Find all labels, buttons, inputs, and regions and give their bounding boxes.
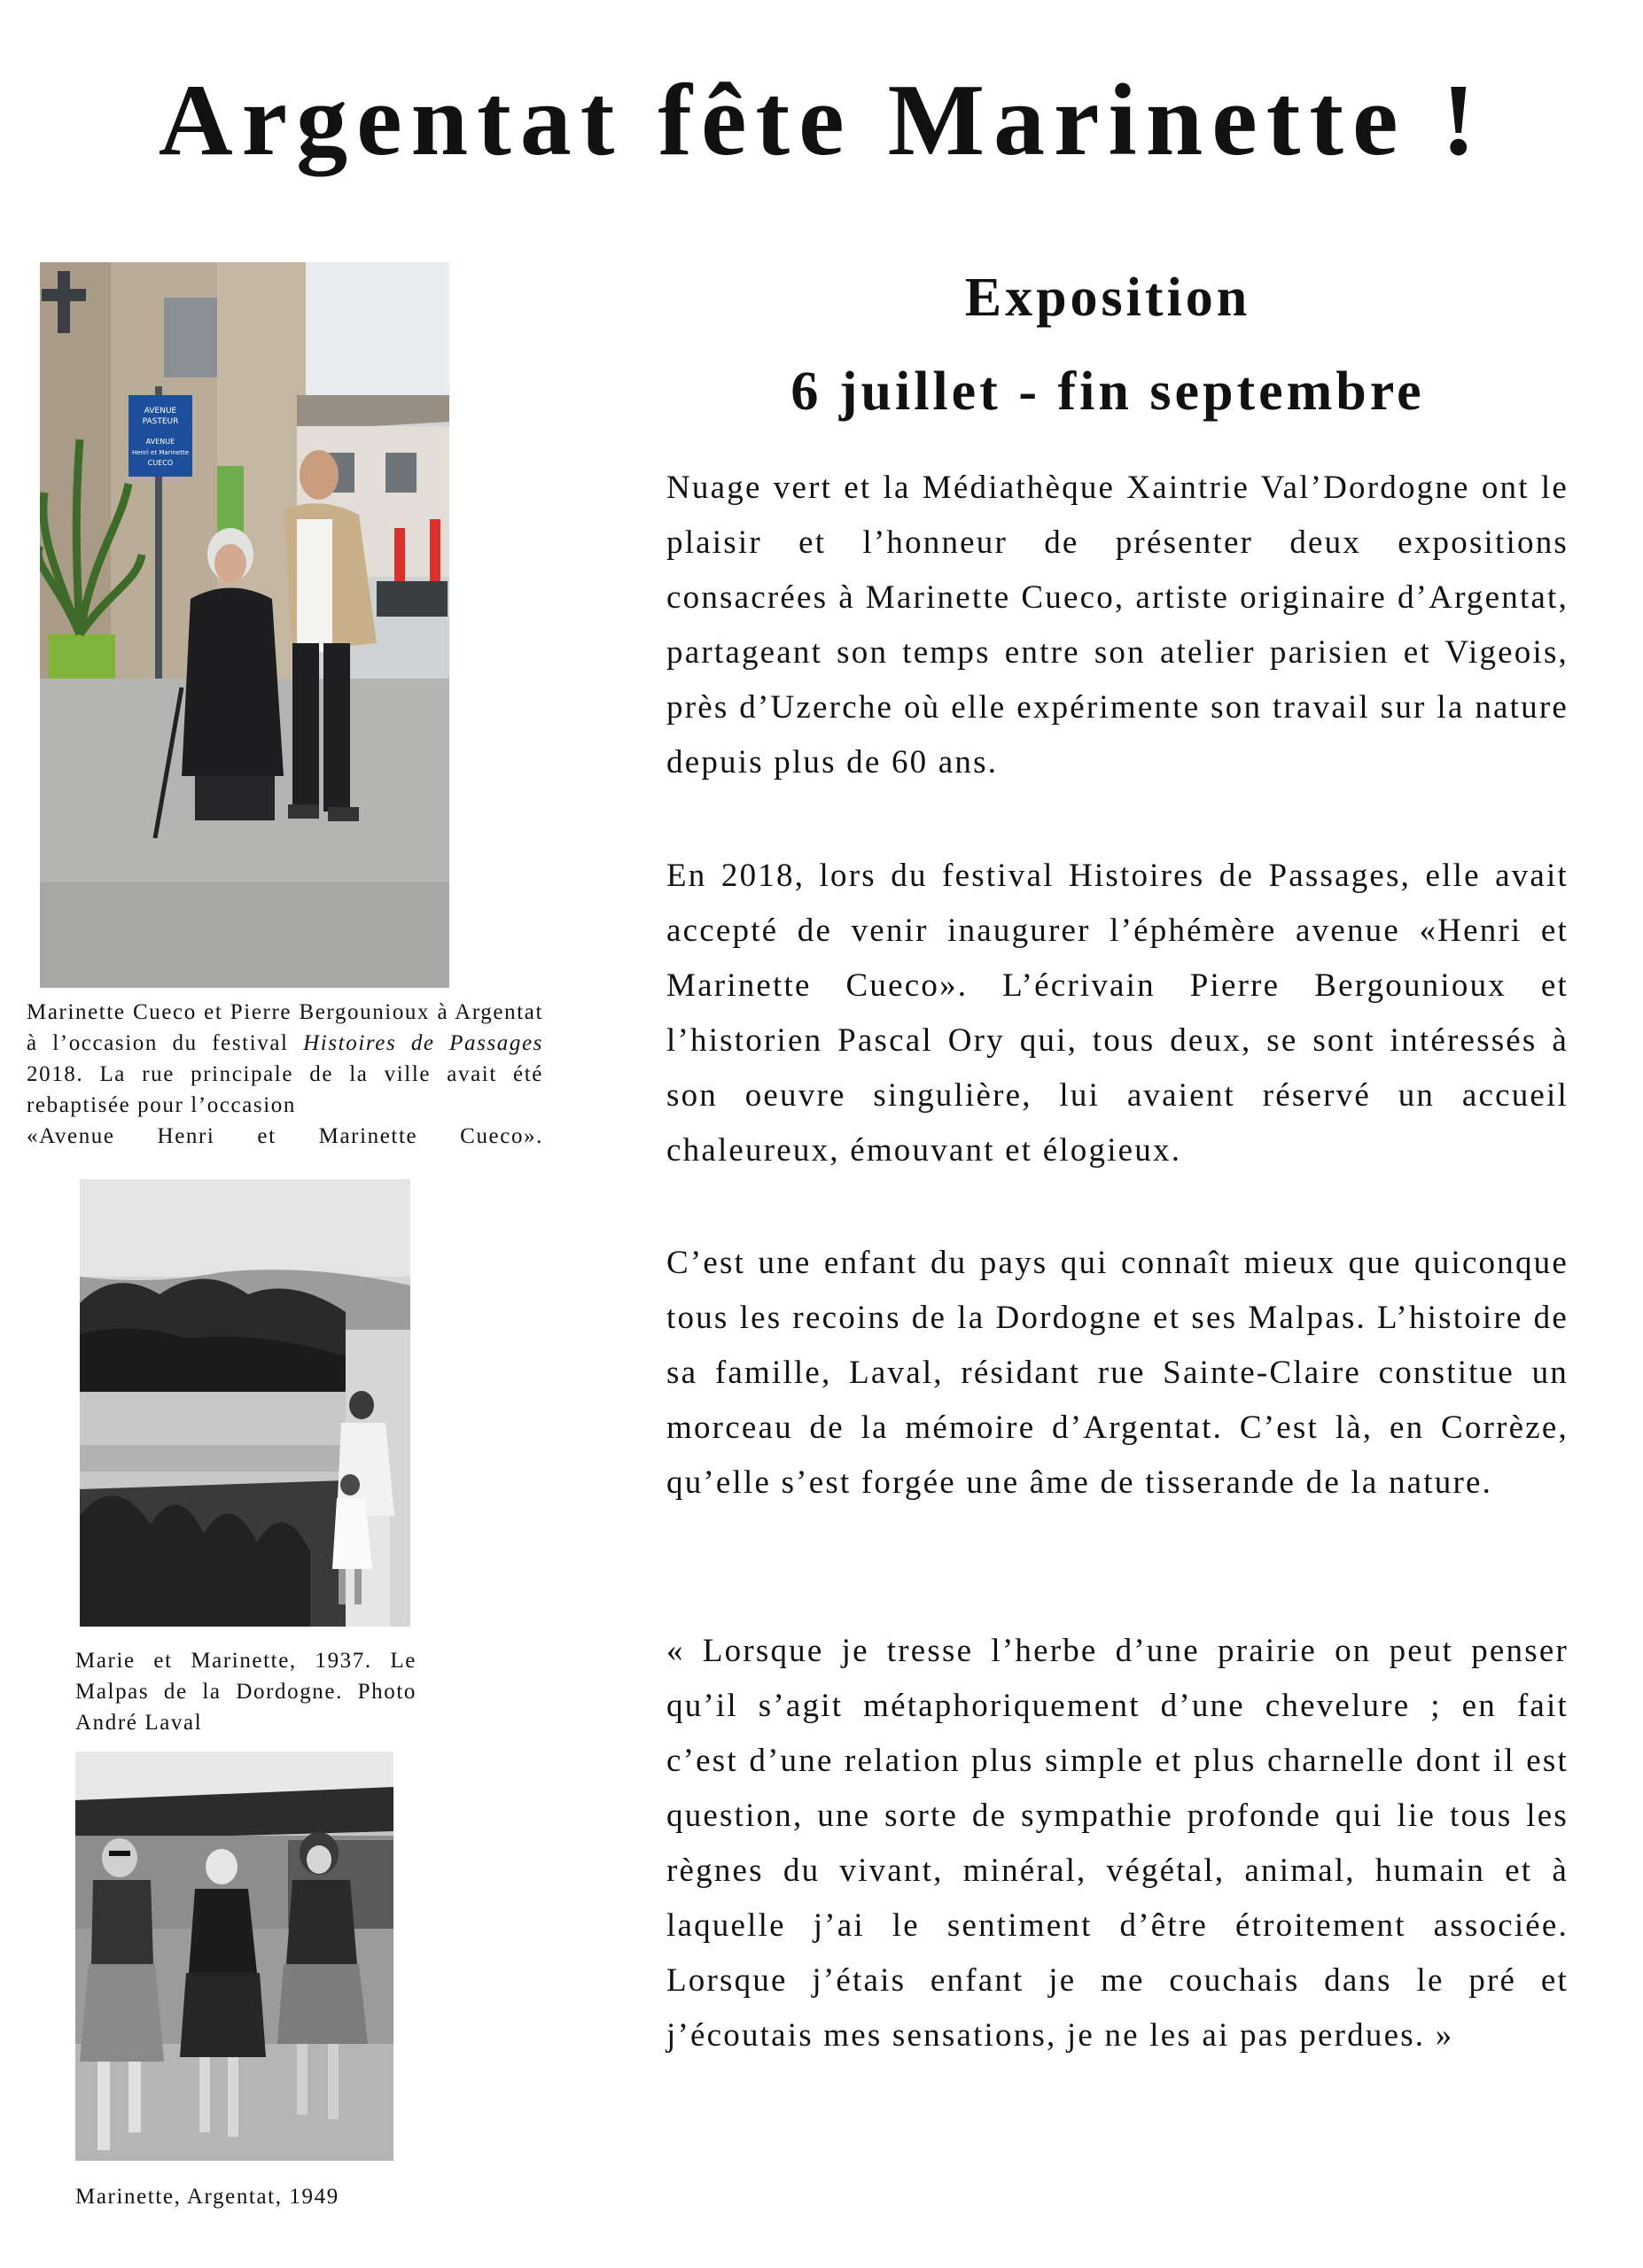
street-scene-image: [40, 262, 449, 988]
photo-marinette-1949: [75, 1751, 393, 2161]
caption-photo-1: [27, 997, 543, 1152]
photo-cueco-bergounioux: [40, 262, 449, 988]
street-sign-text-2: PASTEUR: [142, 417, 179, 426]
street-sign-text-4: Henri et Marinette: [131, 449, 190, 456]
caption-photo-2: [75, 1645, 417, 1738]
street-sign-text-3: AVENUE: [145, 438, 175, 446]
page-title: Argentat fête Marinette !: [158, 64, 1485, 177]
caption-1-text-cont: 2018. La rue principale de la ville avait été rebaptisée pour l’occasion: [27, 1062, 543, 1117]
exhibit-heading: [620, 251, 1595, 439]
paragraph-origins: C’est une enfant du pays qui connaît mieux que quiconque tous les recoins de la Dordogne et ses Malpas. L’histoire de sa famille, Laval, résidant rue Sainte-Claire constitue un morceau de la mémoire d’Argentat. C’est là, en Corrèze, qu’elle s’est forgée une âme de tisserande de la nature.: [666, 1245, 1569, 1501]
caption-1-text: Marinette Cueco et Pierre Bergounioux à Argentat à l’occasion du festival: [27, 1000, 543, 1055]
caption-2-text: Marie et Marinette, 1937. Le Malpas de la Dordogne. Photo André Laval: [75, 1649, 417, 1735]
river-landscape-image: [80, 1179, 410, 1627]
caption-1-festival-name: Histoires de Passages: [303, 1031, 543, 1055]
street-sign-text-5: CUECO: [147, 459, 174, 467]
photo-marie-marinette-1937: [80, 1179, 410, 1627]
three-women-image: [75, 1751, 393, 2161]
paragraph-quote: « Lorsque je tresse l’herbe d’une prairie on peut penser qu’il s’agit métaphoriquement d’une chevelure ; en fait c’est d’une relation plus simple et plus charnelle dont il est question, une sorte de sympathie profonde qui lie tous les règnes du vivant, minéral, végétal, animal, humain et à laquelle j’ai le sentiment d’être étroitement associée. Lorsque j’étais enfant je me couchais dans le pré et j’écoutais mes sensations, je ne les ai pas perdues. »: [666, 1633, 1569, 2054]
exhibit-label: Exposition: [964, 268, 1251, 328]
exhibit-dates: 6 juillet - fin septembre: [790, 361, 1425, 422]
street-sign-text-1: AVENUE: [144, 407, 177, 416]
caption-photo-3: Marinette, Argentat, 1949: [75, 2185, 339, 2209]
caption-1-last-line: «Avenue Henri et Marinette Cueco».: [27, 1124, 543, 1148]
paragraph-intro: Nuage vert et la Médiathèque Xaintrie Val’Dordogne ont le plaisir et l’honneur de présenter deux expositions consacrées à Marinette Cueco, artiste originaire d’Argentat, partageant son temps entre son atelier parisien et Vigeois, près d’Uzerche où elle expérimente son travail sur la nature depuis plus de 60 ans.: [666, 470, 1569, 781]
paragraph-festival: En 2018, lors du festival Histoires de Passages, elle avait accepté de venir inaugurer l’éphémère avenue «Henri et Marinette Cueco». L’écrivain Pierre Bergounioux et l’historien Pascal Ory qui, tous deux, se sont intéressés à son oeuvre singulière, lui avaient réservé un accueil chaleureux, émouvant et élogieux.: [666, 858, 1569, 1169]
